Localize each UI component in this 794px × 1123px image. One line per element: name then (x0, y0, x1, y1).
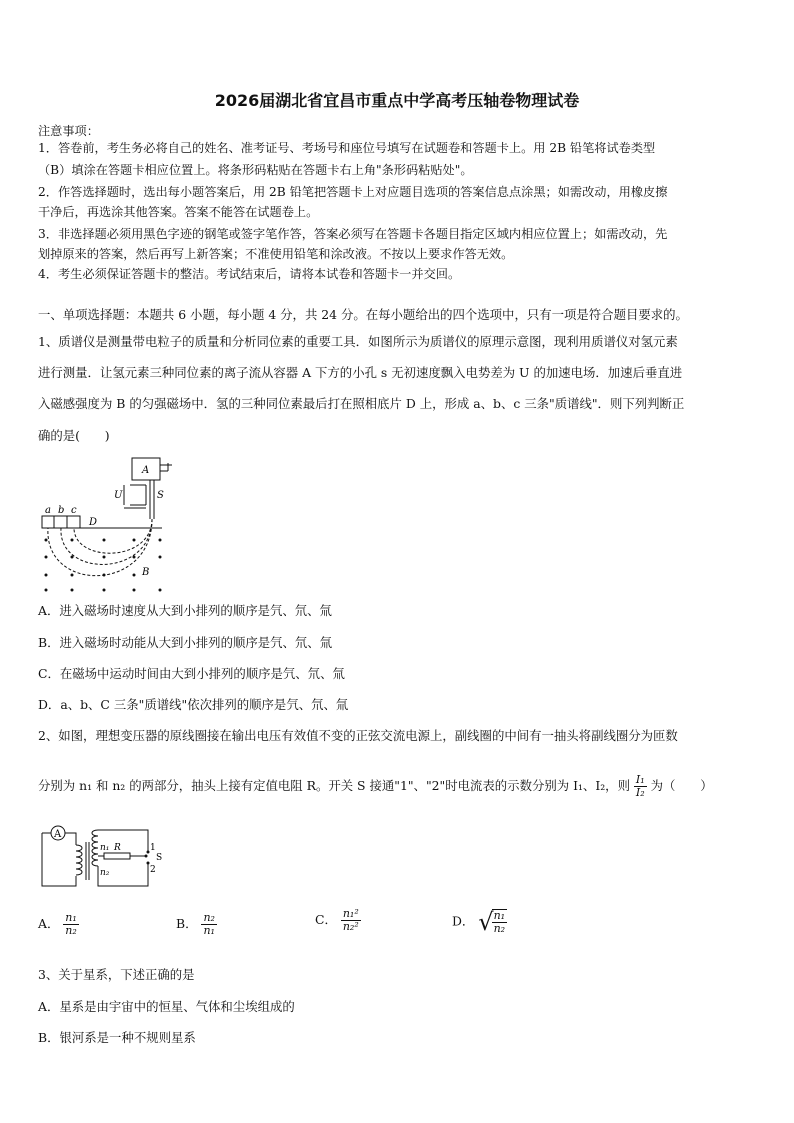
q1-option-a: A．进入磁场时速度从大到小排列的顺序是氕、氘、氚 (38, 603, 332, 618)
question-1-line: 1、质谱仪是测量带电粒子的质量和分析同位素的重要工具．如图所示为质谱仪的原理示意图，现利用质谱仪对氢元素 (38, 334, 678, 349)
fraction-denominator: n₁ (203, 924, 215, 937)
q2-option-a (38, 912, 79, 937)
question-1-line: 入磁感强度为 B 的匀强磁场中．氢的三种同位素最后打在照相底片 D 上，形成 a、b、c 三条"质谱线"．则下列判断正 (38, 396, 685, 411)
label-n1: n₁ (100, 843, 110, 853)
option-fraction (492, 909, 508, 935)
question-2-line: 2、如图，理想变压器的原线圈接在输出电压有效值不变的正弦交流电源上，副线圈的中间有一抽头将副线圈分为匝数 (38, 728, 678, 743)
fraction-numerator: n₂ (203, 911, 215, 924)
question-3-stem: 3、关于星系，下述正确的是 (38, 967, 195, 982)
option-label: D． (452, 913, 475, 929)
question-2-line-2 (38, 774, 713, 799)
option-fraction (341, 908, 361, 933)
question-1-line: 确的是( ) (38, 428, 110, 443)
notice-line: 划掉原来的答案，然后再写上新答案；不准使用铅笔和涂改液。不按以上要求作答无效。 (38, 247, 514, 261)
label-c: c (71, 505, 77, 516)
fraction-denominator: I₂ (635, 786, 645, 799)
q3-option-a: A．星系是由宇宙中的恒星、气体和尘埃组成的 (38, 999, 295, 1014)
page-title: 2026届湖北省宜昌市重点中学高考压轴卷物理试卷 (214, 91, 580, 110)
q2-option-d (452, 908, 507, 936)
fraction-denominator: n₂² (342, 920, 359, 933)
fraction-numerator: n₁² (342, 907, 359, 920)
q3-option-b: B．银河系是一种不规则星系 (38, 1030, 196, 1045)
fraction-numerator: n₁ (493, 909, 506, 922)
q1-option-d: D．a、b、C 三条"质谱线"依次排列的顺序是氕、氘、氚 (38, 697, 349, 712)
notice-line: （B）填涂在答题卡相应位置上。将条形码粘贴在答题卡右上角"条形码粘贴处"。 (38, 163, 473, 177)
label-S: S (156, 853, 163, 863)
fraction-numerator: I₁ (635, 773, 645, 786)
question-2-text: 分别为 n₁ 和 n₂ 的两部分，抽头上接有定值电阻 R。开关 S 接通"1"、"2"时电流表的示数分别为 I₁、I₂，则 (38, 778, 630, 793)
q2-option-c (315, 908, 361, 933)
label-1: 1 (150, 843, 156, 853)
label-a: a (45, 505, 51, 516)
label-R: R (114, 843, 121, 853)
label-D: D (89, 517, 98, 528)
notice-line: 干净后，再选涂其他答案。答案不能答在试题卷上。 (38, 205, 319, 219)
fraction-numerator: n₁ (65, 911, 77, 924)
notice-heading: 注意事项： (38, 124, 99, 138)
q1-option-c: C．在磁场中运动时间由大到小排列的顺序是氕、氘、氚 (38, 666, 345, 681)
option-fraction (63, 912, 79, 937)
notice-line: 3．非选择题必须用黑色字迹的钢笔或签字笔作答，答案必须写在答题卡各题目指定区域内相应位置上；如需改动，先 (38, 227, 668, 241)
option-label: C． (315, 912, 337, 927)
sqrt-sign: √ (478, 908, 494, 936)
q1-option-b: B．进入磁场时动能从大到小排列的顺序是氕、氘、氚 (38, 635, 333, 650)
label-b: b (58, 505, 65, 516)
question-2-end: 为（ ） (650, 778, 713, 793)
option-fraction (201, 912, 217, 937)
label-U: U (114, 490, 123, 501)
notice-line: 1．答卷前，考生务必将自己的姓名、准考证号、考场号和座位号填写在试题卷和答题卡上。用 2B 铅笔将试卷类型 (38, 141, 656, 155)
fraction-denominator: n₂ (65, 924, 77, 937)
fraction-denominator: n₂ (493, 922, 506, 935)
label-A: A (142, 465, 150, 476)
question-1-line: 进行测量．让氢元素三种同位素的离子流从容器 A 下方的小孔 s 无初速度飘入电势差为 U 的加速电场．加速后垂直进 (38, 365, 683, 380)
section-heading: 一、单项选择题：本题共 6 小题，每小题 4 分，共 24 分。在每小题给出的四个选项中，只有一项是符合题目要求的。 (38, 307, 688, 322)
q2-option-b (176, 912, 217, 937)
notice-line: 2．作答选择题时，选出每小题答案后，用 2B 铅笔把答题卡上对应题目选项的答案信息点涂黑；如需改动，用橡皮擦 (38, 185, 668, 199)
label-n2: n₂ (100, 868, 110, 878)
mass-spectrometer-diagram (34, 453, 174, 595)
ammeter-label: A (54, 829, 62, 840)
transformer-diagram (38, 820, 168, 890)
option-label: A． (38, 916, 60, 931)
label-S: S (157, 490, 164, 501)
notice-line: 4．考生必须保证答题卡的整洁。考试结束后，请将本试卷和答题卡一并交回。 (38, 267, 461, 281)
option-label: B． (176, 916, 198, 931)
label-B: B (142, 567, 150, 578)
label-2: 2 (150, 865, 156, 875)
current-ratio-fraction (634, 774, 647, 799)
